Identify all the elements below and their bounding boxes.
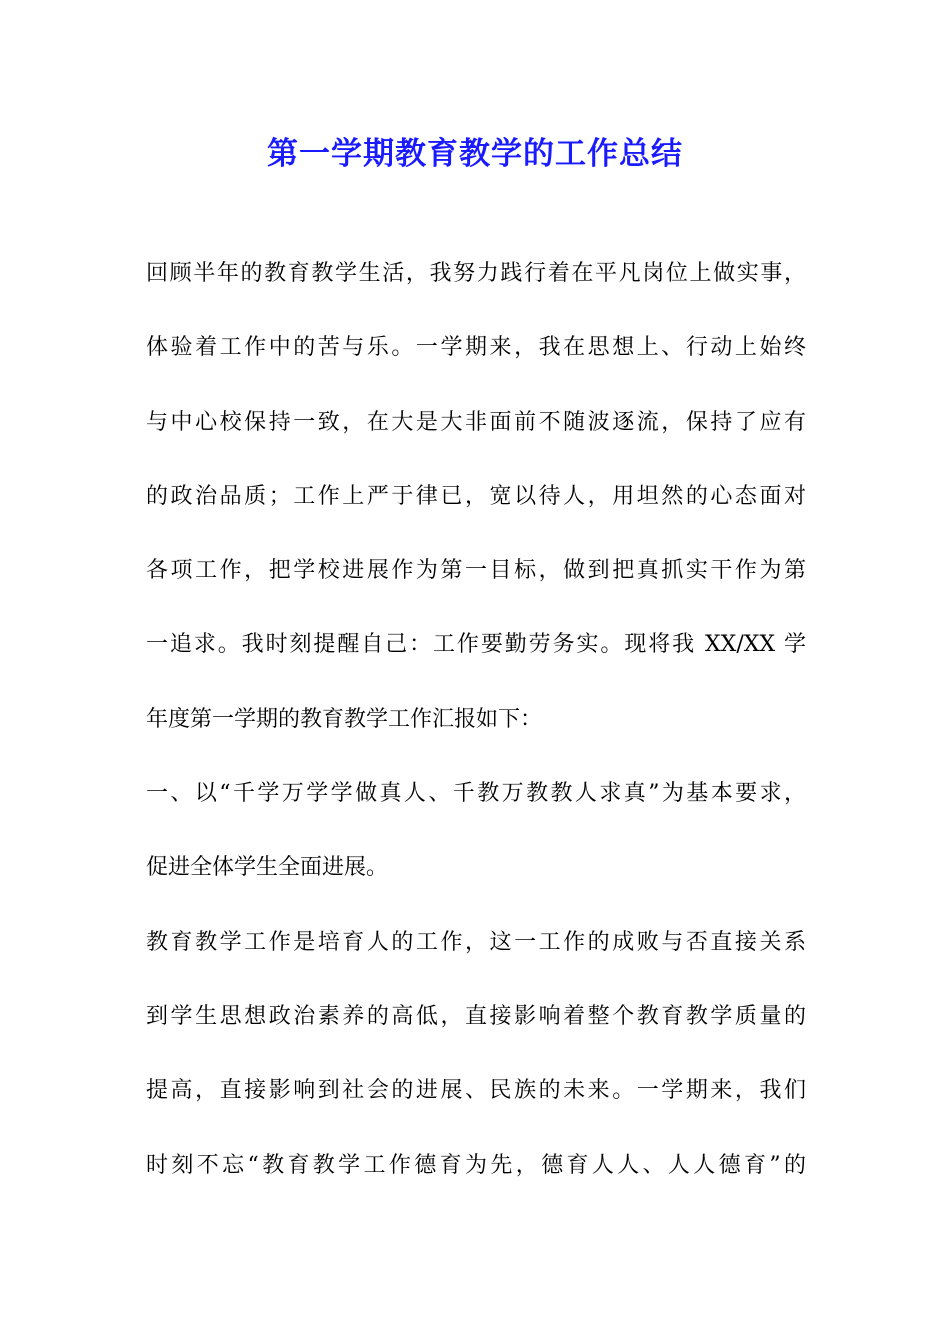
- body-line: 回顾半年的教育教学生活，我努力践行着在平凡岗位上做实事，: [146, 261, 806, 286]
- body-line: 教育教学工作是培育人的工作，这一工作的成败与否直接关系: [146, 929, 806, 955]
- body-line: 与中心校保持一致，在大是大非面前不随波逐流，保持了应有: [146, 409, 806, 435]
- section-heading-continued: 促进全体学生全面进展。: [146, 855, 389, 881]
- document-title: 第一学期教育教学的工作总结: [267, 136, 683, 172]
- body-line: 一追求。我时刻提醒自己：工作要勤劳务实。现将我 XX/XX 学: [146, 632, 806, 658]
- body-line: 体验着工作中的苦与乐。一学期来，我在思想上、行动上始终: [146, 335, 806, 361]
- body-line: 的政治品质；工作上严于律已，宽以待人，用坦然的心态面对: [146, 483, 806, 509]
- body-line: 时刻不忘“教育教学工作德育为先，德育人人、人人德育”的: [146, 1152, 806, 1178]
- section-heading: 一、以“千学万学学做真人、千教万教教人求真”为基本要求，: [146, 781, 806, 807]
- body-line: 各项工作，把学校进展作为第一目标，做到把真抓实干作为第: [146, 558, 806, 584]
- body-line: 年度第一学期的教育教学工作汇报如下：: [146, 706, 543, 732]
- body-line: 到学生思想政治素养的高低，直接影响着整个教育教学质量的: [146, 1003, 806, 1029]
- document-body: [146, 237, 806, 1203]
- body-line: 提高，直接影响到社会的进展、民族的未来。一学期来，我们: [146, 1078, 806, 1104]
